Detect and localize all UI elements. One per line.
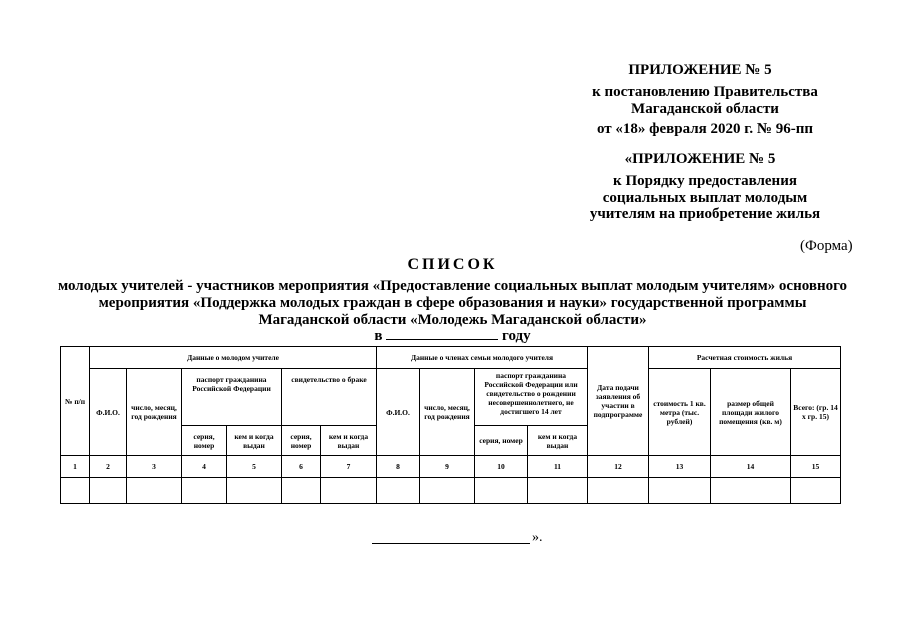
closing-quote: ».: [532, 530, 543, 545]
appendix2-title: «ПРИЛОЖЕНИЕ № 5: [624, 151, 776, 167]
empty-cell[interactable]: [711, 478, 791, 504]
col-num: 14: [711, 456, 791, 478]
col-num: 15: [791, 456, 841, 478]
year-line: [0, 326, 905, 345]
header-line-2: к постановлению Правительства: [592, 84, 818, 100]
fio-header: Ф.И.О.: [90, 369, 127, 456]
header-line-3: Магаданской области: [631, 101, 779, 117]
col-num: 2: [90, 456, 127, 478]
area-header: размер общей площади жилого помещения (кв. м): [711, 369, 791, 456]
empty-cell[interactable]: [588, 478, 649, 504]
empty-cell[interactable]: [127, 478, 182, 504]
family-series-header: серия, номер: [475, 426, 528, 456]
column-numbers-row: [61, 456, 841, 478]
family-birth-header: число, месяц, год рождения: [420, 369, 475, 456]
empty-cell[interactable]: [420, 478, 475, 504]
year-suffix: году: [502, 328, 531, 344]
empty-cell[interactable]: [321, 478, 377, 504]
family-doc-header: паспорт гражданина Российской Федерации или свидетельство о рождении несовершеннолетнего, не достигшего 14 лет: [475, 369, 588, 426]
empty-cell[interactable]: [282, 478, 321, 504]
list-table: [60, 346, 841, 504]
family-fio-header: Ф.И.О.: [377, 369, 420, 456]
col-num: 7: [321, 456, 377, 478]
application-date-header: Дата подачи заявления об участии в подпрограмме: [588, 347, 649, 456]
marriage-header: свидетельство о браке: [282, 369, 377, 426]
marriage-issued-header: кем и когда выдан: [321, 426, 377, 456]
empty-cell[interactable]: [61, 478, 90, 504]
col-num: 4: [182, 456, 227, 478]
col-num: 10: [475, 456, 528, 478]
col-num: 8: [377, 456, 420, 478]
total-header: Всего: (гр. 14 x гр. 15): [791, 369, 841, 456]
col-num: 5: [227, 456, 282, 478]
appendix-title: ПРИЛОЖЕНИЕ № 5: [628, 62, 772, 78]
empty-cell[interactable]: [528, 478, 588, 504]
empty-cell[interactable]: [791, 478, 841, 504]
family-issued-header: кем и когда выдан: [528, 426, 588, 456]
cost-per-meter-header: стоимость 1 кв. метра (тыс. рублей): [649, 369, 711, 456]
header2-line-2: к Порядку предоставления: [613, 173, 797, 189]
col-num: 11: [528, 456, 588, 478]
col-no-header: № п/п: [61, 347, 90, 456]
col-num: 13: [649, 456, 711, 478]
group-family-header: Данные о членах семьи молодого учителя: [377, 347, 588, 369]
group-teacher-header: Данные о молодом учителе: [90, 347, 377, 369]
header-line-4: от «18» февраля 2020 г. № 96-пп: [596, 121, 814, 137]
form-label: (Форма): [800, 238, 853, 254]
marriage-series-header: серия, номер: [282, 426, 321, 456]
passport-series-header: серия, номер: [182, 426, 227, 456]
col-num: 1: [61, 456, 90, 478]
passport-issued-header: кем и когда выдан: [227, 426, 282, 456]
empty-cell[interactable]: [475, 478, 528, 504]
subtitle-line-1: молодых учителей - участников мероприятия «Предоставление социальных выплат молодым учителям» основного: [57, 278, 848, 294]
empty-cell[interactable]: [649, 478, 711, 504]
header2-line-4: учителям на приобретение жилья: [589, 206, 821, 222]
header2-line-3: социальных выплат молодым: [602, 190, 808, 206]
empty-cell[interactable]: [377, 478, 420, 504]
col-num: 6: [282, 456, 321, 478]
empty-data-row: [61, 478, 841, 504]
subtitle-line-2: мероприятия «Поддержка молодых граждан в сфере образования и науки» государственной программы: [98, 295, 807, 311]
year-blank: [386, 326, 498, 340]
signature-line: [372, 543, 530, 544]
document-title: СПИСОК: [407, 256, 498, 273]
subtitle-line-3: Магаданской области «Молодежь Магаданской области»: [258, 312, 647, 328]
col-num: 9: [420, 456, 475, 478]
col-num: 3: [127, 456, 182, 478]
birth-header: число, месяц, год рождения: [127, 369, 182, 456]
col-num: 12: [588, 456, 649, 478]
empty-cell[interactable]: [90, 478, 127, 504]
passport-header: паспорт гражданина Российской Федерации: [182, 369, 282, 426]
group-cost-header: Расчетная стоимость жилья: [649, 347, 841, 369]
empty-cell[interactable]: [227, 478, 282, 504]
empty-cell[interactable]: [182, 478, 227, 504]
year-prefix: в: [374, 328, 383, 344]
